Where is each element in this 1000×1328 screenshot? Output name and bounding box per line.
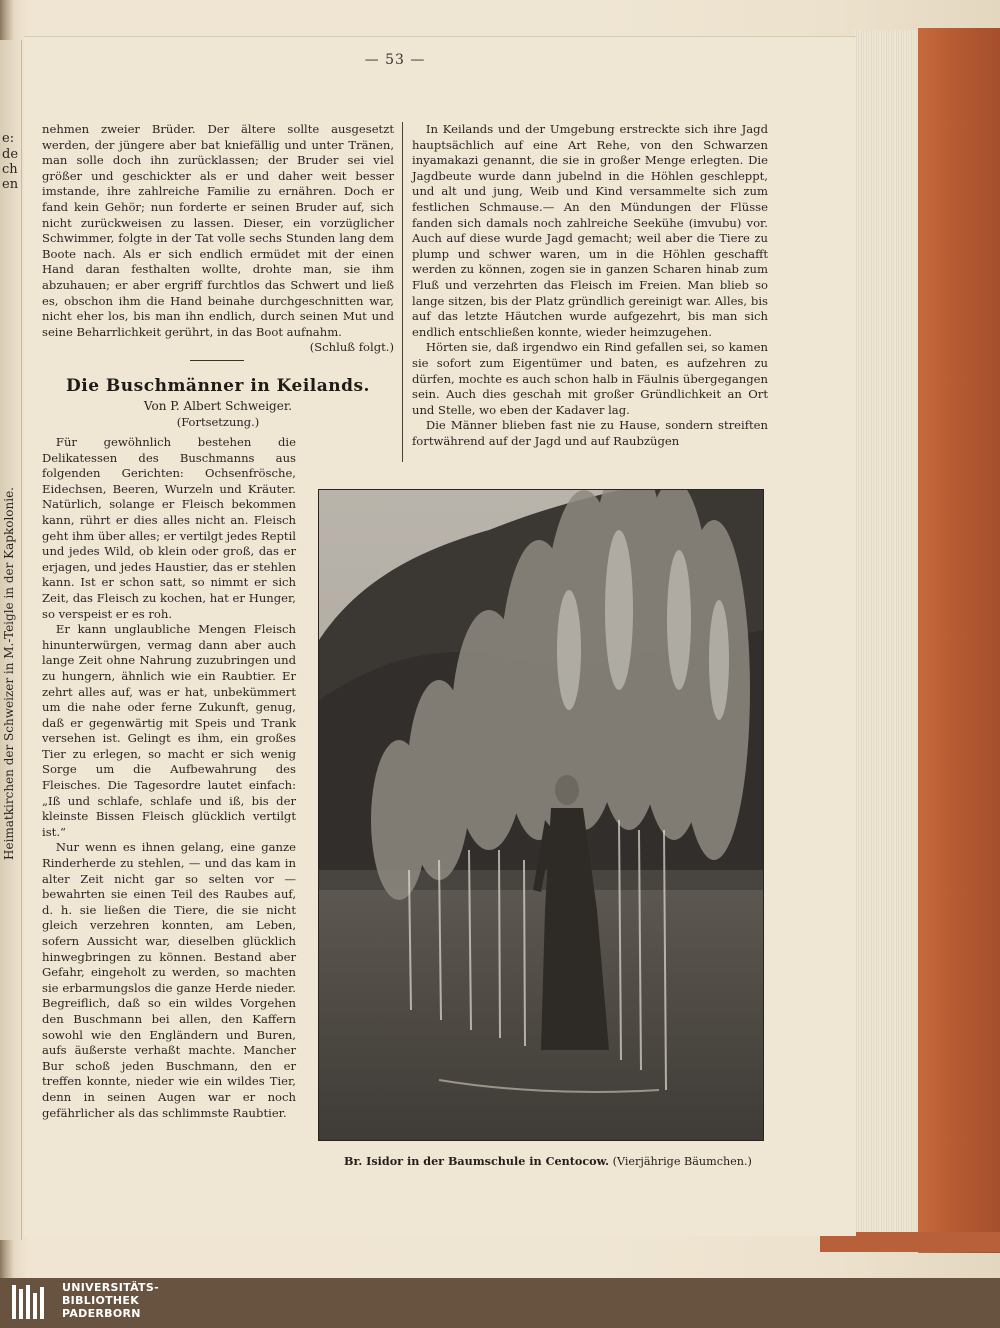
- right-column-top: [412, 122, 768, 449]
- article-body: [42, 435, 296, 1121]
- paragraph: Für gewöhnlich bestehen die Delikatessen des Buschmanns aus folgenden Gerichten: Ochsenfrösche, Eidechsen, Beeren, Wurzeln und Kräuter. Natürlich, solange er Fleisch bekommen kann, rührt er dies alles nicht an. Fleisch geht ihm über alles; er vertilgt jedes Reptil und jedes Wild, ob klein oder groß, das er erjagen, und jedes Haustier, das er stehlen kann. Ist er schon satt, so nimmt er sich Zeit, das Fleisch zu kochen, hat er Hunger, so verspeist er es roh.: [42, 435, 296, 621]
- previous-page-fragment: e:: [2, 131, 15, 146]
- logo-line: PADERBORN: [62, 1307, 141, 1320]
- book-page-edges: [852, 30, 922, 1245]
- caption-note: (Vierjährige Bäumchen.): [612, 1155, 752, 1168]
- book-cover: [918, 28, 1000, 1253]
- article-title: Die Buschmänner in Keilands.: [66, 376, 370, 396]
- paragraph: In Keilands und der Umgebung erstreckte sich ihre Jagd hauptsächlich auf eine Art Rehe, von den Schwarzen inyamakazi genannt, die sie in großer Menge erlegten. Die Jagdbeute wurde dann jubelnd in die Höhlen geschleppt, und alt und jung, Weib und Kind versammelte sich zum festlichen Schmause.— An den Mündungen der Flüsse fanden sich damals noch zahlreiche Seekühe (imvubu) vor. Auch auf diese wurde Jagd gemacht; weil aber die Tiere zu plump und schwer waren, um in die Höhlen geschafft werden zu können, zogen sie in ganzen Scharen hinab zum Fluß und verzehrten das Fleisch im Freien. Man blieb so lange sitzen, bis der Platz gründlich gereinigt war. Alles, bis auf das letzte Häutchen wurde aufgezehrt, bis man sich endlich entschließen konnte, wieder heimzugehen.: [412, 122, 768, 339]
- continuation-note: (Schluß folgt.): [309, 340, 394, 355]
- paragraph: Hörten sie, daß irgendwo ein Rind gefallen sei, so kamen sie sofort zum Eigentümer und baten, es aufzehren zu dürfen, mochte es auch schon halb in Fäulnis übergegangen sein. Auch dies geschah mit großer Gründlichkeit an Ort und Stelle, wo eben der Kadaver lag.: [412, 340, 768, 417]
- figure-photo: [318, 489, 764, 1141]
- paragraph: Nur wenn es ihnen gelang, eine ganze Rinderherde zu stehlen, — und das kam in alter Zeit nicht gar so selten vor — bewahrten sie einen Teil des Raubes auf, d. h. sie ließen die Tiere, die sie nicht gleich verzehren konnten, am Leben, sofern Aussicht war, dieselben glücklich hinwegbringen zu können. Bestand aber Gefahr, eingeholt zu werden, so machten sie erbarmungslos die ganze Herde nieder. Begreiflich, daß so ein wildes Vorgehen den Buschmann bei allen, den Kaffern sowohl wie den Engländern und Buren, aufs äußerste verhaßt machte. Mancher Bur schoß jeden Buschmann, den er treffen konnte, nieder wie ein wildes Tier, denn in seinen Augen war er noch gefährlicher als das schlimmste Raubtier.: [42, 840, 296, 1120]
- previous-page-running-head: Heimatkirchen der Schweizer in M.-Teigle in der Kapkolonie.: [2, 486, 16, 860]
- library-logo-icon: [10, 1283, 50, 1323]
- logo-line: UNIVERSITÄTS-: [62, 1281, 159, 1294]
- column-divider: [402, 122, 403, 462]
- previous-page-fragment: de: [2, 147, 19, 162]
- page-number: — 53 —: [364, 52, 426, 68]
- caption-title: Br. Isidor in der Baumschule in Centocow.: [344, 1154, 610, 1168]
- paragraph: nehmen zweier Brüder. Der ältere sollte ausgesetzt werden, der jüngere aber bat kniefällig und unter Tränen, man solle doch ihn zurücklassen; der Bruder sei viel größer und geschickter als er und daher weit besser imstande, ihre zahlreiche Familie zu ernähren. Doch er fand kein Gehör; nun forderte er seinen Bruder auf, sich nicht zurückweisen zu lassen. Dieser, ein vorzüglicher Schwimmer, folgte in der Tat volle sechs Stunden lang dem Boote nach. Als er sich endlich ermüdet mit der einen Hand daran festhalten wollte, drohte man, sie ihm abzuhauen; er aber ergriff furchtlos das Schwert und ließ es, obschon ihm die Hand beinahe durchgeschnitten war, nicht eher los, bis man ihn endlich, durch seinen Mut und seine Beharrlichkeit gerührt, in das Boot aufnahm.: [42, 122, 394, 339]
- library-logo-text: [62, 1281, 159, 1320]
- article-continued-note: (Fortsetzung.): [176, 415, 260, 429]
- article-author: Von P. Albert Schweiger.: [143, 399, 293, 413]
- previous-page-fragment: en: [2, 177, 19, 192]
- left-column-top: [42, 122, 394, 356]
- logo-line: BIBLIOTHEK: [62, 1294, 140, 1307]
- section-divider: [190, 360, 244, 361]
- figure-caption: [344, 1154, 764, 1168]
- previous-page-fragment: ch: [2, 162, 18, 177]
- paragraph: Er kann unglaubliche Mengen Fleisch hinunterwürgen, vermag dann aber auch lange Zeit ohne Nahrung zuzubringen und zu hungern, ähnlich wie ein Raubtier. Er zehrt alles auf, was er hat, unbekümmert um die nahe oder ferne Zukunft, genug, daß er gegenwärtig mit Speis und Trank versehen ist. Gelingt es ihm, ein großes Tier zu erlegen, so macht er sich wenig Sorge um die Aufbewahrung des Fleisches. Die Tagesordre lautet einfach: „Iß und schlafe, schlafe und iß, bis der kleinste Bissen Fleisch glücklich vertilgt ist.“: [42, 622, 296, 839]
- paragraph: Die Männer blieben fast nie zu Hause, sondern streiften fortwährend auf der Jagd und auf Raubzügen: [412, 418, 768, 448]
